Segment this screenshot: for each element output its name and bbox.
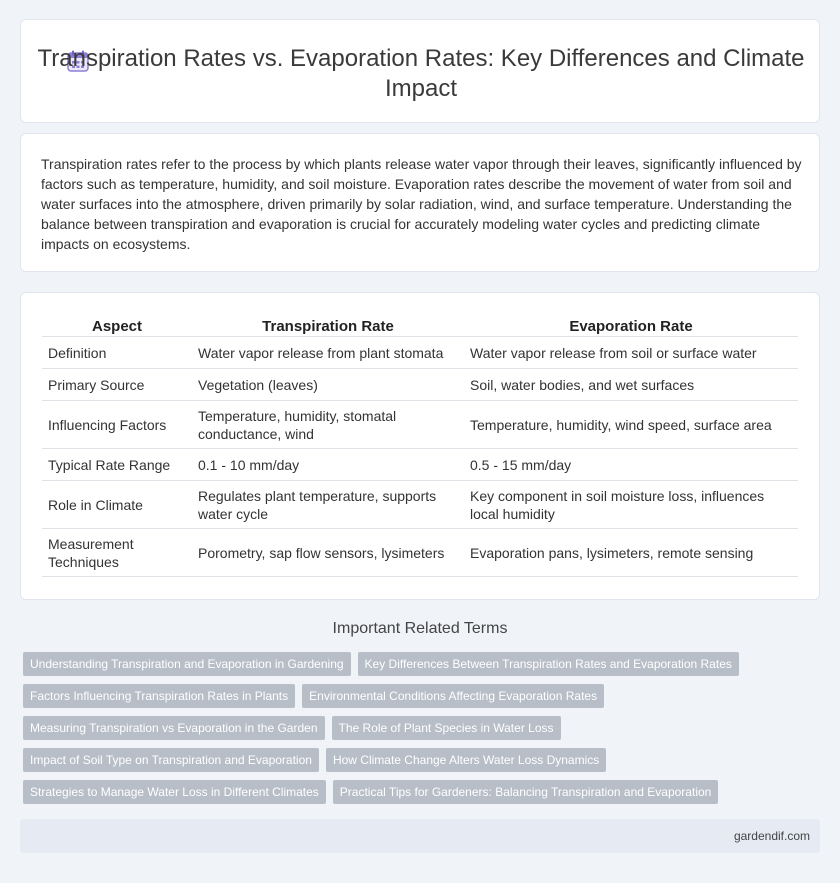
tag-row	[23, 716, 813, 740]
related-term-link[interactable]: Impact of Soil Type on Transpiration and Evaporation	[23, 748, 319, 772]
table-cell: Evaporation pans, lysimeters, remote sensing	[464, 529, 798, 577]
footer-site-link[interactable]: gardendif.com	[733, 829, 810, 843]
tag-row	[23, 780, 813, 804]
related-term-link[interactable]: Environmental Conditions Affecting Evaporation Rates	[302, 684, 604, 708]
tag-row	[23, 652, 813, 676]
footer	[20, 819, 820, 853]
page-title: Transpiration Rates vs. Evaporation Rates: Key Differences and Climate Impact	[37, 45, 805, 102]
table-cell: Temperature, humidity, wind speed, surface area	[464, 401, 798, 449]
table-row	[42, 449, 798, 481]
table-header-row	[42, 317, 798, 337]
table-cell: Influencing Factors	[42, 401, 192, 449]
table-cell: Typical Rate Range	[42, 449, 192, 481]
column-header-transpiration: Transpiration Rate	[192, 317, 464, 337]
related-term-link[interactable]: Factors Influencing Transpiration Rates in Plants	[23, 684, 295, 708]
comparison-table-card	[20, 292, 820, 600]
table-row	[42, 337, 798, 369]
table-cell: Porometry, sap flow sensors, lysimeters	[192, 529, 464, 577]
intro-card	[20, 133, 820, 272]
table-cell: Water vapor release from plant stomata	[192, 337, 464, 369]
related-terms-heading: Important Related Terms	[332, 620, 508, 637]
column-header-evaporation: Evaporation Rate	[464, 317, 798, 337]
table-row	[42, 529, 798, 577]
table-cell: Soil, water bodies, and wet surfaces	[464, 369, 798, 401]
table-cell: Regulates plant temperature, supports water cycle	[192, 481, 464, 529]
tag-row	[23, 748, 813, 772]
related-term-link[interactable]: Practical Tips for Gardeners: Balancing Transpiration and Evaporation	[333, 780, 719, 804]
table-row	[42, 481, 798, 529]
related-term-link[interactable]: How Climate Change Alters Water Loss Dynamics	[326, 748, 606, 772]
related-term-link[interactable]: Key Differences Between Transpiration Rates and Evaporation Rates	[358, 652, 739, 676]
table-cell: Vegetation (leaves)	[192, 369, 464, 401]
intro-paragraph: Transpiration rates refer to the process by which plants release water vapor through their leaves, significantly influenced by factors such as temperature, humidity, and soil moisture. Evaporation rates describe the movement of water from soil and water surfaces into the atmosphere, driven primarily by solar radiation, wind, and surface temperature. Understanding the balance between transpiration and evaporation is crucial for accurately modeling water cycles and predicting climate impacts on ecosystems.	[41, 156, 802, 252]
table-cell: Key component in soil moisture loss, influences local humidity	[464, 481, 798, 529]
table-cell: 0.5 - 15 mm/day	[464, 449, 798, 481]
table-cell: Definition	[42, 337, 192, 369]
table-cell: Temperature, humidity, stomatal conductance, wind	[192, 401, 464, 449]
table-cell: Role in Climate	[42, 481, 192, 529]
table-cell: Primary Source	[42, 369, 192, 401]
table-cell: Measurement Techniques	[42, 529, 192, 577]
header-card	[20, 19, 820, 123]
related-term-link[interactable]: Understanding Transpiration and Evaporation in Gardening	[23, 652, 351, 676]
related-term-link[interactable]: Strategies to Manage Water Loss in Different Climates	[23, 780, 326, 804]
related-terms-list	[23, 652, 813, 812]
table-cell: 0.1 - 10 mm/day	[192, 449, 464, 481]
related-term-link[interactable]: The Role of Plant Species in Water Loss	[332, 716, 561, 740]
related-term-link[interactable]: Measuring Transpiration vs Evaporation in the Garden	[23, 716, 325, 740]
table-cell: Water vapor release from soil or surface water	[464, 337, 798, 369]
tag-row	[23, 684, 813, 708]
table-row	[42, 401, 798, 449]
comparison-table	[42, 317, 798, 577]
table-row	[42, 369, 798, 401]
column-header-aspect: Aspect	[42, 317, 192, 337]
